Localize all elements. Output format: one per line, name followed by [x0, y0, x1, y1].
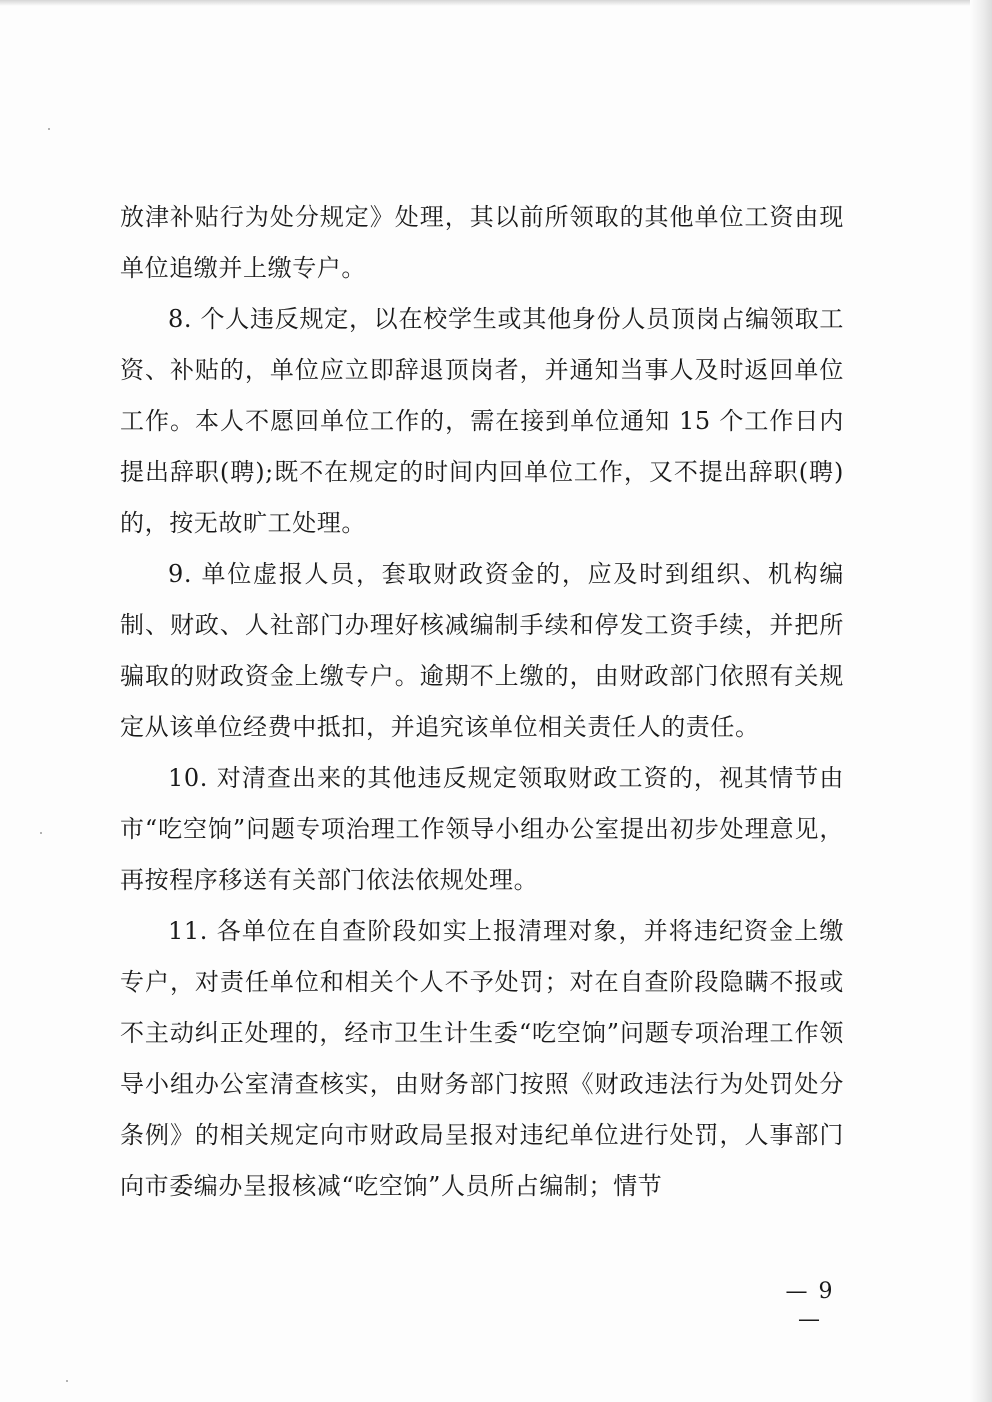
- scan-edge-top: [0, 0, 992, 6]
- scan-speck: [66, 1380, 68, 1382]
- scan-speck: [48, 128, 50, 130]
- paragraph-item-10: 10. 对清查出来的其他违反规定领取财政工资的，视其情节由市“吃空饷”问题专项治理工作领导小组办公室提出初步处理意见，再按程序移送有关部门依法依规处理。: [120, 764, 844, 894]
- document-body: [120, 192, 844, 1212]
- paragraph-item-11: 11. 各单位在自查阶段如实上报清理对象，并将违纪资金上缴专户，对责任单位和相关个人不予处罚；对在自查阶段隐瞒不报或不主动纠正处理的，经市卫生计生委“吃空饷”问题专项治理工作领导小组办公室清查核实，由财务部门按照《财政违法行为处罚处分条例》的相关规定向市财政局呈报对违纪单位进行处罚，人事部门向市委编办呈报核减“吃空饷”人员所占编制；情节: [120, 917, 844, 1200]
- scan-speck: [40, 832, 42, 834]
- paragraph-item-8: 8. 个人违反规定，以在校学生或其他身份人员顶岗占编领取工资、补贴的，单位应立即辞退顶岗者，并通知当事人及时返回单位工作。本人不愿回单位工作的，需在接到单位通知 15 个工作日内提出辞职(聘);既不在规定的时间内回单位工作，又不提出辞职(聘)的，按无故旷工处理。: [120, 305, 844, 537]
- paragraph-continuation: 放津补贴行为处分规定》处理，其以前所领取的其他单位工资由现单位追缴并上缴专户。: [120, 203, 844, 282]
- paragraph-item-9: 9. 单位虚报人员，套取财政资金的，应及时到组织、机构编制、财政、人社部门办理好核减编制手续和停发工资手续，并把所骗取的财政资金上缴专户。逾期不上缴的，由财政部门依照有关规定从该单位经费中抵扣，并追究该单位相关责任人的责任。: [120, 560, 844, 741]
- page-number: — 9 —: [785, 1279, 835, 1332]
- scan-edge-right: [970, 0, 992, 1402]
